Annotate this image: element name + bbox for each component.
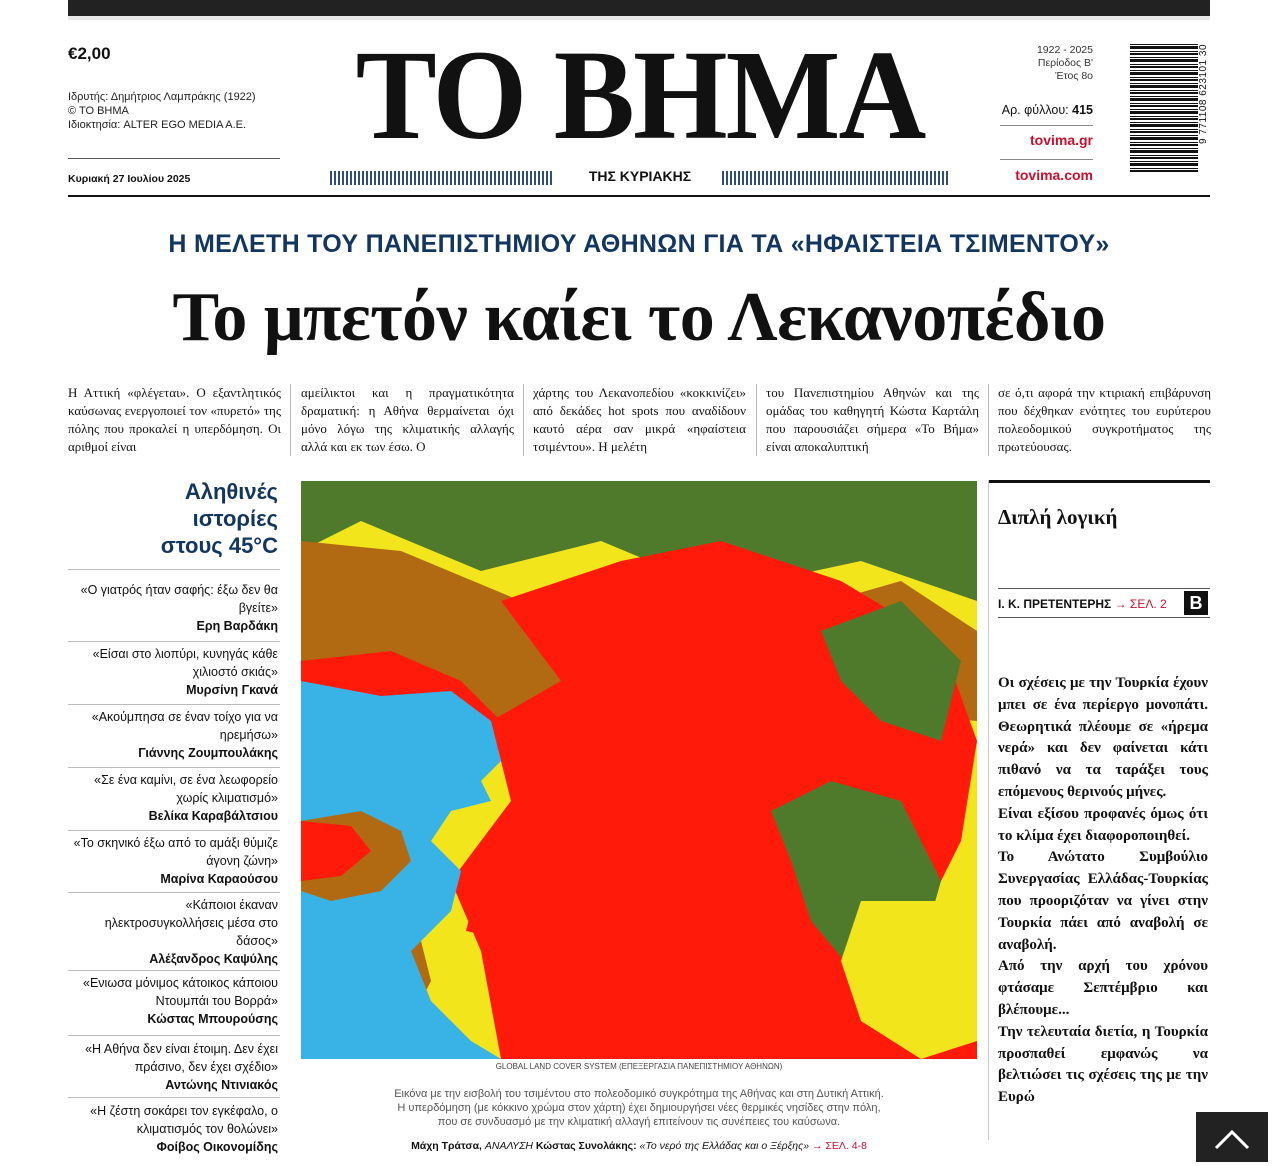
- masthead-rule: [68, 195, 1210, 197]
- lead-byline: [301, 1140, 977, 1152]
- divider: [68, 641, 280, 642]
- story-item[interactable]: [68, 1040, 278, 1094]
- divider: [998, 617, 1210, 618]
- byline-article: «Το νερό της Ελλάδας και ο Ξέρξης»: [639, 1140, 810, 1152]
- caption-line: που σε συνδυασμό με την κλιματική αλλαγή επιτείνουν τις συνέπειες του καύσωνα.: [437, 1116, 841, 1128]
- story-quote: «Είσαι στο λιοπύρι, κυνηγάς κάθε χιλιοστό σκιάς»: [92, 647, 278, 679]
- sidebar-title: [100, 478, 278, 559]
- divider: [998, 588, 1210, 589]
- story-quote: «Η ζέστη σοκάρει τον εγκέφαλο, ο κλιματισμός τον θολώνει»: [90, 1104, 278, 1136]
- column-title: Διπλή λογική: [998, 505, 1118, 529]
- map-credit: GLOBAL LAND COVER SYSTEM (ΕΠΕΞΕΡΓΑΣΙΑ ΠΑΝΕΠΙΣΤΗΜΙΟΥ ΑΘΗΝΩΝ): [495, 1062, 783, 1071]
- decorative-bars-left: [330, 171, 552, 185]
- founder-line: © ΤΟ ΒΗΜΑ: [68, 105, 129, 117]
- year-number: Έτος 8ο: [1055, 70, 1093, 82]
- lead-kicker: Η ΜΕΛΕΤΗ ΤΟΥ ΠΑΝΕΠΙΣΤΗΜΙΟΥ ΑΘΗΝΩΝ ΓΙΑ ΤΑ «ΗΦΑΙΣΤΕΙΑ ΤΣΙΜΕΝΤΟΥ»: [168, 230, 1110, 258]
- chevron-up-icon: [1196, 1112, 1268, 1162]
- story-author: Αντώνης Ντινιακός: [165, 1078, 278, 1092]
- divider: [1000, 125, 1093, 126]
- founder-line: Ιδιοκτησία: ALTER EGO MEDIA A.E.: [68, 119, 247, 131]
- divider: [68, 892, 280, 893]
- issue-value: 415: [1072, 103, 1093, 117]
- lead-column-4: του Πανεπιστημίου Αθηνών και της ομάδας του καθηγητή Κώστα Καρτάλη που παρουσιάζει σήμερα «Το Βήμα» είναι αποκαλυπτική: [766, 385, 979, 454]
- barcode-number: 9 771108 623101 30: [1198, 44, 1209, 145]
- top-rule-shade: [68, 16, 1210, 20]
- story-quote: «Ακούμπησα σε έναν τοίχο για να ηρεμήσω»: [91, 710, 278, 742]
- masthead-subtitle: ΤΗΣ ΚΥΡΙΑΚΗΣ: [588, 168, 692, 184]
- story-item[interactable]: [68, 834, 278, 888]
- caption-line: Η υπερδόμηση (με κόκκινο χρώμα στον χάρτη) έχει δημιουργήσει νέες θερμικές νησίδες στην πόλη,: [397, 1102, 881, 1114]
- column-box-border: [988, 480, 989, 1140]
- map-caption: [301, 1087, 977, 1129]
- issue-label: Αρ. φύλλου:: [1001, 103, 1069, 117]
- byline-author: Κώστας Συνολάκης:: [535, 1140, 637, 1152]
- story-item[interactable]: [68, 645, 278, 699]
- caption-line: Εικόνα με την εισβολή του τσιμέντου στο πολεοδομικό συγκρότημα της Αθήνας και στη Δυτική Αττική.: [394, 1088, 884, 1100]
- top-rule: [68, 0, 1210, 16]
- edition-info: [1000, 44, 1093, 83]
- story-author: Μυρσίνη Γκανά: [186, 683, 278, 697]
- story-author: Ερη Βαρδάκη: [196, 619, 278, 633]
- price: €2,00: [68, 44, 111, 63]
- issue-number: [990, 103, 1093, 117]
- column-divider: [988, 384, 989, 456]
- lead-column-3: χάρτης του Λεκανοπεδίου «κοκκινίζει» από δεκάδες hot spots που αναδίδουν καυτό αέρα σαν μικρά «ηφαίστεια τσιμέντου». Η μελέτη: [533, 385, 746, 454]
- column-paragraph: Το Ανώτατο Συμβούλιο Συνεργασίας Ελλάδας-Τουρκίας που προοριζόταν να γίνει στην Τουρκία πάει από αναβολή σε αναβολή.: [998, 849, 1208, 953]
- column-box-top: [988, 480, 1210, 483]
- sidebar-title-line: ιστορίες: [192, 506, 278, 531]
- story-quote: «Ο γιατρός ήταν σαφής: έξω δεν θα βγείτε»: [80, 583, 278, 615]
- column-divider: [290, 384, 291, 456]
- column-badge: B: [1184, 591, 1208, 615]
- story-author: Μαρίνα Καραούσου: [160, 872, 278, 886]
- column-paragraph: Την τελευταία διετία, η Τουρκία προσπαθεί εμφανώς να βελτιώσει τις σχέσεις της με την Ευρώ: [998, 1023, 1208, 1106]
- story-item[interactable]: [68, 974, 278, 1028]
- lead-column-1: Η Αττική «φλέγεται». Ο εξαντλητικός καύσωνας ενεργοποιεί τον «πυρετό» της πόλης που προκαλεί η υπερδόμηση. Οι αριθμοί είναι: [68, 385, 281, 454]
- column-divider: [523, 384, 524, 456]
- divider: [1000, 159, 1093, 160]
- sidebar-title-line: στους 45°C: [160, 533, 278, 558]
- lead-column-2: αμείλικτοι και η πραγματικότητα δραματική: η Αθήνα θερμαίνεται όχι μόνο λόγω της κλιματικής αλλαγής αλλά και εκ των έσω. Ο: [301, 385, 514, 454]
- column-paragraph: Οι σχέσεις με την Τουρκία έχουν μπει σε ένα περίεργο μονοπάτι. Θεωρητικά πλέουμε σε «ήρεμα νερά» και δεν φαίνεται κάτι πιθανό να τα ταράξει τους επόμενους θερινούς μήνες.: [998, 675, 1208, 800]
- story-quote: «Το σκηνικό έξω από το αμάξι θύμιζε άγονη ζώνη»: [73, 836, 278, 868]
- story-author: Βελίκα Καραβάλτσιου: [148, 809, 278, 823]
- byline-author: Μάχη Τράτσα,: [411, 1140, 482, 1152]
- lead-headline: Το μπετόν καίει το Λεκανοπέδιο: [172, 279, 1106, 356]
- divider: [68, 830, 280, 831]
- site-link-gr[interactable]: tovima.gr: [1029, 132, 1093, 148]
- story-quote: «Σε ένα καμίνι, σε ένα λεωφορείο χωρίς κλιματισμό»: [94, 773, 278, 805]
- story-quote: «Ενιωσα μόνιμος κάτοικος κάποιου Ντουμπάι του Βορρά»: [83, 976, 278, 1008]
- divider: [68, 1035, 280, 1036]
- site-link-com[interactable]: tovima.com: [1015, 167, 1093, 183]
- byline-analysis-label: ΑΝΑΛΥΣΗ: [484, 1140, 533, 1152]
- story-item[interactable]: [68, 581, 278, 635]
- years: 1922 - 2025: [1036, 44, 1093, 56]
- column-paragraph: Είναι εξίσου προφανές όμως ότι το κλίμα έχει διαφοροποιηθεί.: [998, 805, 1208, 844]
- column-author-name: Ι. Κ. ΠΡΕΤΕΝΤΕΡΗΣ: [998, 597, 1112, 611]
- divider: [68, 569, 280, 570]
- story-item[interactable]: [68, 896, 278, 968]
- story-quote: «Κάποιοι έκαναν ηλεκτροσυγκολλήσεις μέσα στο δάσος»: [104, 898, 278, 948]
- land-cover-map: [301, 481, 977, 1059]
- founder-line: Ιδρυτής: Δημήτριος Λαμπράκης (1922): [68, 91, 256, 103]
- scroll-top-button[interactable]: [1196, 1112, 1268, 1162]
- divider: [68, 970, 280, 971]
- founder-info: [68, 90, 256, 132]
- column-body: [998, 673, 1208, 1109]
- issue-date: Κυριακή 27 Ιουλίου 2025: [68, 173, 191, 185]
- page-reference[interactable]: → ΣΕΛ. 4-8: [811, 1140, 867, 1152]
- decorative-bars-right: [722, 171, 948, 185]
- period: Περίοδος Β': [1037, 57, 1093, 69]
- story-item[interactable]: [68, 771, 278, 825]
- story-author: Φοίβος Οικονομίδης: [156, 1140, 278, 1154]
- column-author: [998, 597, 1167, 611]
- lead-column-5: σε ό,τι αφορά την κτιριακή επιβάρυνση που δέχθηκαν ενότητες του ευρύτερου πολεοδομικού συγκροτήματος της πρωτεύουσας.: [998, 385, 1211, 454]
- story-quote: «Η Αθήνα δεν είναι έτοιμη. Δεν έχει πράσινο, δεν έχει σχέδιο»: [85, 1042, 278, 1074]
- sidebar-title-line: Αληθινές: [184, 479, 278, 504]
- column-page-ref[interactable]: → ΣΕΛ. 2: [1114, 597, 1167, 611]
- story-author: Αλέξανδρος Καψύλης: [149, 952, 278, 966]
- divider: [68, 704, 280, 705]
- story-author: Κώστας Μπουρούσης: [147, 1012, 278, 1026]
- divider: [68, 767, 280, 768]
- divider: [68, 158, 280, 159]
- column-paragraph: Από την αρχή του χρόνου φτάσαμε Σεπτέμβριο και βλέπουμε...: [998, 958, 1208, 1018]
- column-divider: [756, 384, 757, 456]
- story-item[interactable]: [68, 708, 278, 762]
- story-author: Γιάννης Ζουμπουλάκης: [138, 746, 278, 760]
- barcode: [1130, 44, 1198, 172]
- divider: [68, 1097, 280, 1098]
- masthead-title: ΤΟ ΒΗΜΑ: [355, 24, 925, 166]
- story-item[interactable]: [68, 1102, 278, 1156]
